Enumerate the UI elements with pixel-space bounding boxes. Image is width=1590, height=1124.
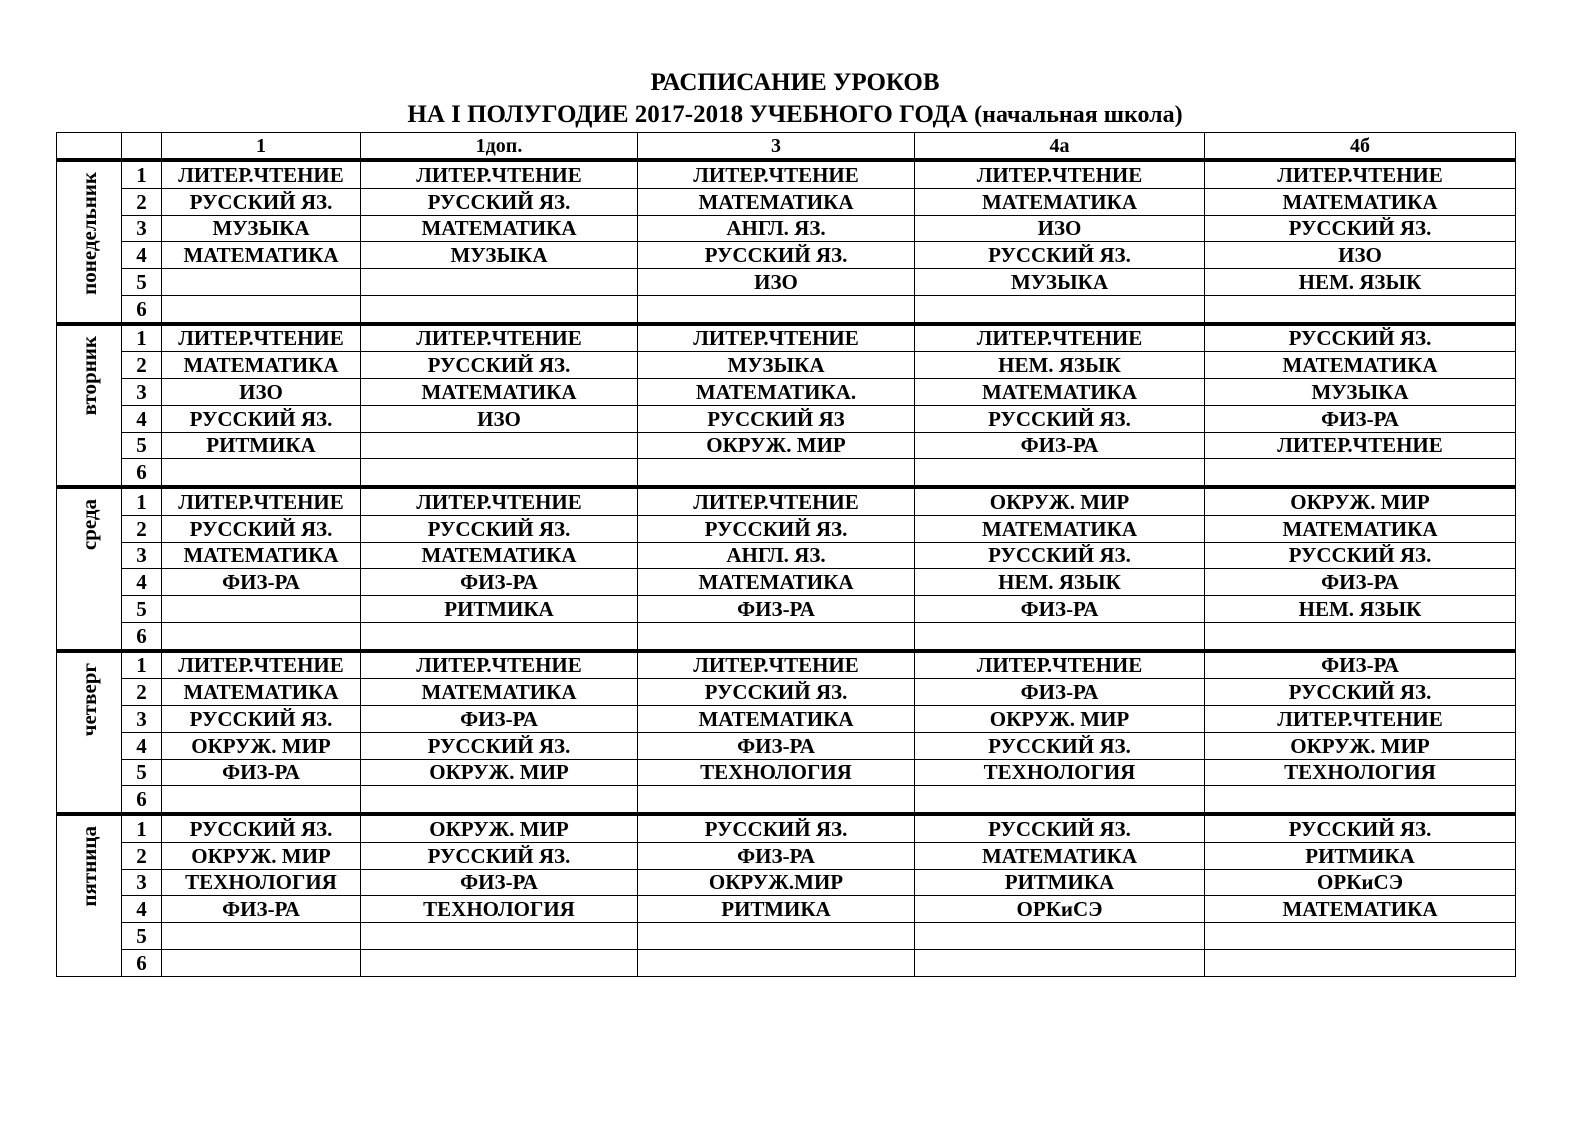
- schedule-table: [56, 132, 1516, 977]
- subject-cell: ФИЗ-РА: [1205, 569, 1516, 596]
- subject-cell: ИЗО: [361, 405, 638, 432]
- subject-cell: МАТЕМАТИКА: [915, 188, 1205, 215]
- lesson-row: [57, 759, 1516, 786]
- subject-cell: [915, 949, 1205, 976]
- subject-cell: РУССКИЙ ЯЗ: [638, 405, 915, 432]
- lesson-row: [57, 487, 1516, 515]
- subject-cell: МУЗЫКА: [638, 352, 915, 379]
- subject-cell: ОКРУЖ. МИР: [162, 732, 361, 759]
- lesson-number: 1: [122, 324, 162, 352]
- title-line-2: НА I ПОЛУГОДИЕ 2017-2018 УЧЕБНОГО ГОДА: [407, 101, 968, 128]
- subject-cell: МУЗЫКА: [1205, 379, 1516, 406]
- subject-cell: [915, 923, 1205, 950]
- subject-cell: ОКРУЖ. МИР: [638, 432, 915, 459]
- subject-cell: [162, 622, 361, 650]
- subject-cell: АНГЛ. ЯЗ.: [638, 542, 915, 569]
- subject-cell: [1205, 949, 1516, 976]
- subject-cell: ЛИТЕР.ЧТЕНИЕ: [361, 160, 638, 188]
- subject-cell: [1205, 295, 1516, 323]
- header-row: [57, 133, 1516, 161]
- lesson-row: [57, 188, 1516, 215]
- subject-cell: АНГЛ. ЯЗ.: [638, 215, 915, 242]
- subject-cell: ИЗО: [915, 215, 1205, 242]
- subject-cell: РУССКИЙ ЯЗ.: [361, 352, 638, 379]
- subject-cell: ФИЗ-РА: [162, 896, 361, 923]
- lesson-number: 4: [122, 732, 162, 759]
- lesson-number: 3: [122, 215, 162, 242]
- lesson-number: 2: [122, 679, 162, 706]
- subject-cell: [915, 786, 1205, 814]
- subject-cell: МАТЕМАТИКА: [361, 679, 638, 706]
- subject-cell: [162, 295, 361, 323]
- subject-cell: [361, 269, 638, 296]
- lesson-row: [57, 869, 1516, 896]
- subject-cell: ИЗО: [162, 379, 361, 406]
- subject-cell: РУССКИЙ ЯЗ.: [915, 242, 1205, 269]
- subject-cell: РУССКИЙ ЯЗ.: [162, 814, 361, 842]
- subject-cell: ОКРУЖ. МИР: [915, 487, 1205, 515]
- lesson-row: [57, 732, 1516, 759]
- subject-cell: [361, 949, 638, 976]
- day-label: пятница: [77, 826, 101, 907]
- subject-cell: ЛИТЕР.ЧТЕНИЕ: [1205, 706, 1516, 733]
- subject-cell: [638, 923, 915, 950]
- lesson-row: [57, 432, 1516, 459]
- subject-cell: [361, 923, 638, 950]
- lesson-number: 6: [122, 295, 162, 323]
- column-header-class: 4б: [1205, 133, 1516, 161]
- subject-cell: ЛИТЕР.ЧТЕНИЕ: [361, 324, 638, 352]
- subject-cell: [915, 459, 1205, 487]
- subject-cell: ФИЗ-РА: [1205, 651, 1516, 679]
- lesson-row: [57, 379, 1516, 406]
- subject-cell: ЛИТЕР.ЧТЕНИЕ: [1205, 160, 1516, 188]
- subject-cell: ТЕХНОЛОГИЯ: [915, 759, 1205, 786]
- lesson-number: 6: [122, 459, 162, 487]
- header-corner-day: [57, 133, 122, 161]
- subject-cell: ЛИТЕР.ЧТЕНИЕ: [162, 324, 361, 352]
- subject-cell: ЛИТЕР.ЧТЕНИЕ: [638, 324, 915, 352]
- subject-cell: [638, 786, 915, 814]
- lesson-number: 1: [122, 651, 162, 679]
- lesson-row: [57, 814, 1516, 842]
- subject-cell: [915, 295, 1205, 323]
- subject-cell: ФИЗ-РА: [361, 569, 638, 596]
- subject-cell: МАТЕМАТИКА: [162, 242, 361, 269]
- subject-cell: РУССКИЙ ЯЗ.: [361, 188, 638, 215]
- subject-cell: НЕМ. ЯЗЫК: [915, 352, 1205, 379]
- subject-cell: ФИЗ-РА: [361, 706, 638, 733]
- subject-cell: МУЗЫКА: [361, 242, 638, 269]
- subject-cell: ЛИТЕР.ЧТЕНИЕ: [162, 487, 361, 515]
- subject-cell: ФИЗ-РА: [638, 596, 915, 623]
- subject-cell: НЕМ. ЯЗЫК: [915, 569, 1205, 596]
- lesson-row: [57, 596, 1516, 623]
- lesson-row: [57, 542, 1516, 569]
- lesson-number: 2: [122, 842, 162, 869]
- lesson-row: [57, 651, 1516, 679]
- subject-cell: ЛИТЕР.ЧТЕНИЕ: [1205, 432, 1516, 459]
- subject-cell: ОКРУЖ. МИР: [361, 759, 638, 786]
- subject-cell: МАТЕМАТИКА: [915, 842, 1205, 869]
- column-header-class: 1доп.: [361, 133, 638, 161]
- lesson-row: [57, 842, 1516, 869]
- subject-cell: [638, 459, 915, 487]
- lesson-row: [57, 949, 1516, 976]
- subject-cell: ФИЗ-РА: [1205, 405, 1516, 432]
- subject-cell: ЛИТЕР.ЧТЕНИЕ: [915, 160, 1205, 188]
- subject-cell: РУССКИЙ ЯЗ.: [1205, 215, 1516, 242]
- subject-cell: РИТМИКА: [638, 896, 915, 923]
- lesson-row: [57, 459, 1516, 487]
- day-label: среда: [77, 499, 101, 551]
- subject-cell: МАТЕМАТИКА: [638, 706, 915, 733]
- lesson-number: 5: [122, 923, 162, 950]
- subject-cell: РИТМИКА: [361, 596, 638, 623]
- subject-cell: [638, 949, 915, 976]
- subject-cell: ОРКиСЭ: [915, 896, 1205, 923]
- subject-cell: РУССКИЙ ЯЗ.: [361, 842, 638, 869]
- subject-cell: РУССКИЙ ЯЗ.: [162, 405, 361, 432]
- subject-cell: ОКРУЖ. МИР: [162, 842, 361, 869]
- subject-cell: МАТЕМАТИКА: [361, 379, 638, 406]
- subject-cell: [1205, 786, 1516, 814]
- column-header-class: 3: [638, 133, 915, 161]
- subject-cell: ФИЗ-РА: [915, 596, 1205, 623]
- subject-cell: ЛИТЕР.ЧТЕНИЕ: [915, 651, 1205, 679]
- day-cell: [57, 324, 122, 488]
- subject-cell: РУССКИЙ ЯЗ.: [361, 515, 638, 542]
- subject-cell: [1205, 459, 1516, 487]
- subject-cell: ФИЗ-РА: [162, 569, 361, 596]
- subject-cell: МАТЕМАТИКА: [162, 542, 361, 569]
- subject-cell: ОКРУЖ.МИР: [638, 869, 915, 896]
- lesson-row: [57, 160, 1516, 188]
- lesson-row: [57, 569, 1516, 596]
- subject-cell: [638, 622, 915, 650]
- subject-cell: МУЗЫКА: [162, 215, 361, 242]
- subject-cell: МАТЕМАТИКА: [1205, 896, 1516, 923]
- lesson-number: 1: [122, 814, 162, 842]
- day-cell: [57, 651, 122, 815]
- subject-cell: ЛИТЕР.ЧТЕНИЕ: [361, 651, 638, 679]
- lesson-row: [57, 324, 1516, 352]
- subject-cell: ЛИТЕР.ЧТЕНИЕ: [638, 651, 915, 679]
- subject-cell: РУССКИЙ ЯЗ.: [361, 732, 638, 759]
- subject-cell: МАТЕМАТИКА: [915, 515, 1205, 542]
- lesson-number: 6: [122, 622, 162, 650]
- lesson-row: [57, 896, 1516, 923]
- lesson-number: 2: [122, 352, 162, 379]
- subject-cell: РУССКИЙ ЯЗ.: [162, 515, 361, 542]
- subject-cell: ФИЗ-РА: [915, 679, 1205, 706]
- subject-cell: [915, 622, 1205, 650]
- subject-cell: [361, 459, 638, 487]
- subject-cell: ТЕХНОЛОГИЯ: [638, 759, 915, 786]
- lesson-number: 5: [122, 269, 162, 296]
- subject-cell: РУССКИЙ ЯЗ.: [1205, 542, 1516, 569]
- subject-cell: РУССКИЙ ЯЗ.: [1205, 814, 1516, 842]
- subject-cell: РУССКИЙ ЯЗ.: [915, 542, 1205, 569]
- subject-cell: ТЕХНОЛОГИЯ: [162, 869, 361, 896]
- subject-cell: МАТЕМАТИКА: [638, 188, 915, 215]
- lesson-number: 2: [122, 515, 162, 542]
- subject-cell: ЛИТЕР.ЧТЕНИЕ: [162, 160, 361, 188]
- subject-cell: МАТЕМАТИКА: [638, 569, 915, 596]
- subject-cell: МУЗЫКА: [915, 269, 1205, 296]
- subject-cell: РУССКИЙ ЯЗ.: [162, 706, 361, 733]
- subject-cell: РУССКИЙ ЯЗ.: [638, 679, 915, 706]
- subject-cell: ФИЗ-РА: [361, 869, 638, 896]
- subject-cell: РУССКИЙ ЯЗ.: [915, 405, 1205, 432]
- subject-cell: [361, 786, 638, 814]
- lesson-number: 6: [122, 786, 162, 814]
- subject-cell: ОРКиСЭ: [1205, 869, 1516, 896]
- subject-cell: РУССКИЙ ЯЗ.: [915, 732, 1205, 759]
- subject-cell: РУССКИЙ ЯЗ.: [638, 515, 915, 542]
- lesson-row: [57, 352, 1516, 379]
- title-school-level: (начальная школа): [974, 102, 1183, 128]
- column-header-class: 4а: [915, 133, 1205, 161]
- page-subtitle: [0, 100, 1590, 130]
- subject-cell: [1205, 923, 1516, 950]
- subject-cell: [361, 432, 638, 459]
- subject-cell: [361, 622, 638, 650]
- subject-cell: [361, 295, 638, 323]
- subject-cell: ОКРУЖ. МИР: [915, 706, 1205, 733]
- lesson-number: 4: [122, 569, 162, 596]
- subject-cell: [162, 786, 361, 814]
- lesson-number: 5: [122, 596, 162, 623]
- subject-cell: ЛИТЕР.ЧТЕНИЕ: [162, 651, 361, 679]
- lesson-row: [57, 242, 1516, 269]
- subject-cell: [162, 949, 361, 976]
- subject-cell: МАТЕМАТИКА: [1205, 515, 1516, 542]
- lesson-row: [57, 706, 1516, 733]
- subject-cell: ФИЗ-РА: [915, 432, 1205, 459]
- lesson-row: [57, 215, 1516, 242]
- lesson-row: [57, 679, 1516, 706]
- subject-cell: РИТМИКА: [1205, 842, 1516, 869]
- lesson-number: 5: [122, 432, 162, 459]
- subject-cell: МАТЕМАТИКА: [1205, 188, 1516, 215]
- lesson-number: 4: [122, 242, 162, 269]
- subject-cell: РУССКИЙ ЯЗ.: [638, 242, 915, 269]
- lesson-number: 4: [122, 896, 162, 923]
- subject-cell: ФИЗ-РА: [162, 759, 361, 786]
- subject-cell: ТЕХНОЛОГИЯ: [1205, 759, 1516, 786]
- subject-cell: НЕМ. ЯЗЫК: [1205, 269, 1516, 296]
- subject-cell: ЛИТЕР.ЧТЕНИЕ: [638, 487, 915, 515]
- subject-cell: РУССКИЙ ЯЗ.: [162, 188, 361, 215]
- lesson-number: 5: [122, 759, 162, 786]
- day-label: вторник: [77, 335, 101, 415]
- lesson-number: 3: [122, 869, 162, 896]
- subject-cell: [162, 596, 361, 623]
- lesson-number: 1: [122, 487, 162, 515]
- subject-cell: [638, 295, 915, 323]
- lesson-number: 6: [122, 949, 162, 976]
- subject-cell: РИТМИКА: [915, 869, 1205, 896]
- subject-cell: МАТЕМАТИКА: [162, 352, 361, 379]
- subject-cell: [162, 269, 361, 296]
- subject-cell: ТЕХНОЛОГИЯ: [361, 896, 638, 923]
- lesson-number: 1: [122, 160, 162, 188]
- subject-cell: ОКРУЖ. МИР: [1205, 732, 1516, 759]
- subject-cell: МАТЕМАТИКА.: [638, 379, 915, 406]
- subject-cell: ИЗО: [638, 269, 915, 296]
- day-label: четверг: [77, 662, 101, 736]
- lesson-row: [57, 295, 1516, 323]
- subject-cell: МАТЕМАТИКА: [361, 215, 638, 242]
- lesson-row: [57, 515, 1516, 542]
- day-cell: [57, 814, 122, 976]
- subject-cell: МАТЕМАТИКА: [1205, 352, 1516, 379]
- lesson-number: 4: [122, 405, 162, 432]
- subject-cell: [162, 459, 361, 487]
- lesson-row: [57, 786, 1516, 814]
- lesson-row: [57, 923, 1516, 950]
- page-title: [0, 68, 1590, 98]
- subject-cell: МАТЕМАТИКА: [361, 542, 638, 569]
- lesson-row: [57, 405, 1516, 432]
- subject-cell: РУССКИЙ ЯЗ.: [915, 814, 1205, 842]
- subject-cell: НЕМ. ЯЗЫК: [1205, 596, 1516, 623]
- subject-cell: РУССКИЙ ЯЗ.: [1205, 324, 1516, 352]
- subject-cell: МАТЕМАТИКА: [162, 679, 361, 706]
- subject-cell: ОКРУЖ. МИР: [1205, 487, 1516, 515]
- subject-cell: РУССКИЙ ЯЗ.: [638, 814, 915, 842]
- subject-cell: ЛИТЕР.ЧТЕНИЕ: [638, 160, 915, 188]
- subject-cell: [1205, 622, 1516, 650]
- lesson-number: 3: [122, 379, 162, 406]
- subject-cell: РИТМИКА: [162, 432, 361, 459]
- subject-cell: [162, 923, 361, 950]
- subject-cell: МАТЕМАТИКА: [915, 379, 1205, 406]
- lesson-number: 3: [122, 706, 162, 733]
- day-cell: [57, 160, 122, 324]
- subject-cell: ФИЗ-РА: [638, 842, 915, 869]
- subject-cell: ЛИТЕР.ЧТЕНИЕ: [915, 324, 1205, 352]
- header-corner-lesson: [122, 133, 162, 161]
- lesson-row: [57, 269, 1516, 296]
- subject-cell: ЛИТЕР.ЧТЕНИЕ: [361, 487, 638, 515]
- lesson-number: 3: [122, 542, 162, 569]
- day-label: понедельник: [77, 172, 101, 295]
- column-header-class: 1: [162, 133, 361, 161]
- subject-cell: ИЗО: [1205, 242, 1516, 269]
- subject-cell: РУССКИЙ ЯЗ.: [1205, 679, 1516, 706]
- lesson-row: [57, 622, 1516, 650]
- day-cell: [57, 487, 122, 651]
- subject-cell: ФИЗ-РА: [638, 732, 915, 759]
- lesson-number: 2: [122, 188, 162, 215]
- title-line-1: РАСПИСАНИЕ УРОКОВ: [650, 69, 940, 96]
- subject-cell: ОКРУЖ. МИР: [361, 814, 638, 842]
